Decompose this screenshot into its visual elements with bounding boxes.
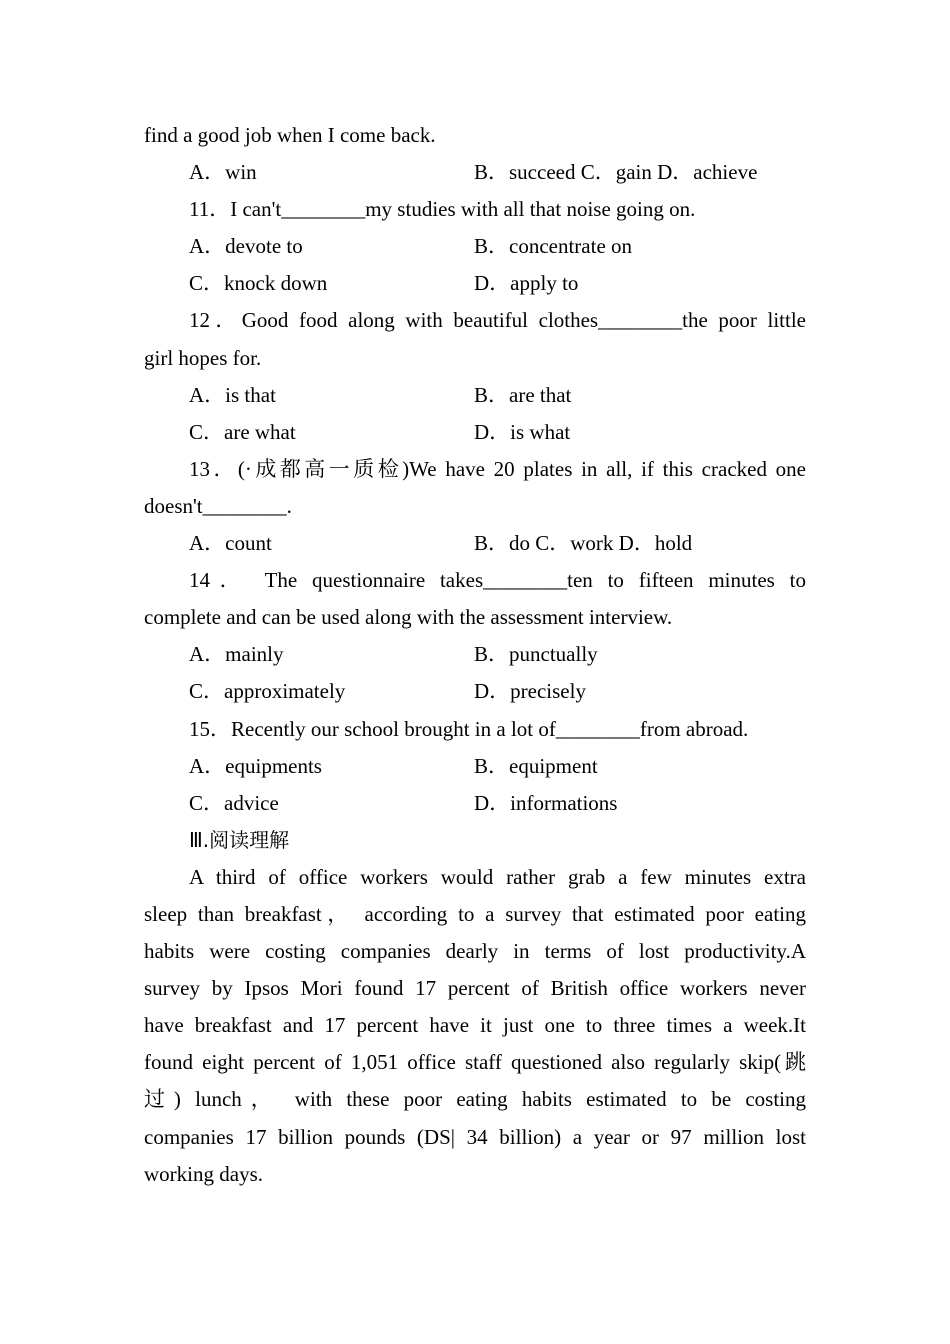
- q10-options: [144, 154, 806, 191]
- option-c: C．are what: [189, 419, 296, 444]
- q12-options-ab: [144, 377, 806, 414]
- option-d: D．apply to: [474, 271, 579, 296]
- option-b: B．concentrate on: [474, 234, 633, 259]
- question-14: 14． The questionnaire takes________ten to fifteen minutes to: [189, 568, 806, 593]
- option-c: C．knock down: [189, 271, 328, 296]
- passage-line: A third of office workers would rather grab a few minutes extra: [189, 864, 806, 889]
- option-c: C．advice: [189, 790, 279, 815]
- option-b-c-d: B．succeed C．gain D．achieve: [474, 160, 758, 185]
- document-page: [144, 117, 806, 1193]
- option-a: A．is that: [189, 382, 276, 407]
- passage-line: working days.: [144, 1161, 263, 1186]
- passage-line: sleep than breakfast， according to a survey that estimated poor eating: [144, 901, 806, 926]
- option-b-c-d: B．do C．work D．hold: [474, 531, 693, 556]
- option-a: A．devote to: [189, 234, 303, 259]
- section-heading: Ⅲ.阅读理解: [189, 827, 290, 852]
- passage-line: survey by Ipsos Mori found 17 percent of British office workers never: [144, 976, 806, 1001]
- option-b: B．are that: [474, 382, 572, 407]
- option-a: A．win: [189, 160, 257, 185]
- option-a: A．mainly: [189, 642, 284, 667]
- passage-line: found eight percent of 1,051 office staff questioned also regularly skip(跳: [144, 1050, 806, 1075]
- question-12: 12．Good food along with beautiful clothes________the poor little: [189, 308, 806, 333]
- option-b: B．punctually: [474, 642, 598, 667]
- reading-passage: [144, 859, 806, 1193]
- option-c: C．approximately: [189, 679, 346, 704]
- q11-options-cd: [144, 265, 806, 302]
- q11-options-ab: [144, 228, 806, 265]
- option-d: D．is what: [474, 419, 571, 444]
- option-d: D．precisely: [474, 679, 586, 704]
- passage-line: companies 17 billion pounds (DS| 34 billion) a year or 97 million lost: [144, 1124, 806, 1149]
- q15-options-ab: [144, 748, 806, 785]
- option-a: A．equipments: [189, 753, 322, 778]
- text-line: find a good job when I come back.: [144, 123, 436, 147]
- q13-options: [144, 525, 806, 562]
- q14-options-cd: [144, 673, 806, 710]
- question-15: 15．Recently our school brought in a lot of________from abroad.: [189, 716, 749, 741]
- option-b: B．equipment: [474, 753, 598, 778]
- option-d: D．informations: [474, 790, 618, 815]
- q15-options-cd: [144, 785, 806, 822]
- question-12-cont: girl hopes for.: [144, 345, 262, 370]
- option-a: A．count: [189, 531, 272, 556]
- passage-line: have breakfast and 17 percent have it just one to three times a week.It: [144, 1013, 806, 1038]
- question-13: 13．(·成都高一质检)We have 20 plates in all, if this cracked one: [189, 456, 806, 481]
- passage-line: 过) lunch， with these poor eating habits estimated to be costing: [144, 1087, 806, 1112]
- passage-line: habits were costing companies dearly in terms of lost productivity.A: [144, 939, 806, 964]
- question-14-cont: complete and can be used along with the assessment interview.: [144, 605, 673, 630]
- question-11: 11．I can't________my studies with all that noise going on.: [189, 197, 696, 222]
- q12-options-cd: [144, 414, 806, 451]
- question-13-cont: doesn't________.: [144, 493, 292, 518]
- q14-options-ab: [144, 636, 806, 673]
